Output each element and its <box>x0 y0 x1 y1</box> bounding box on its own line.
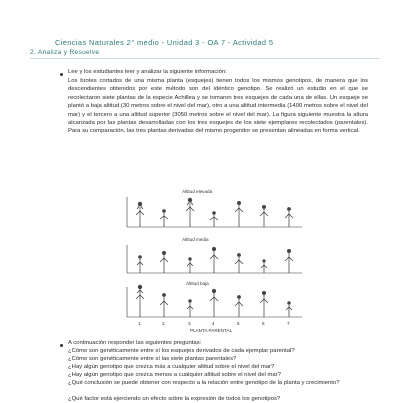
panel-label-high: Altitud elevada <box>182 189 213 194</box>
x-tick: 6 <box>262 321 265 326</box>
section-label: 2. Analiza y Resuelve <box>30 49 100 56</box>
panel-high-altitude <box>127 189 302 227</box>
question-item: ¿Qué conclusión se puede obtener con respecto a la relación entre genotipo de la planta y crecimiento? <box>68 380 340 386</box>
panel-low-altitude <box>127 281 302 317</box>
panel-label-middle: Altitud media <box>182 237 209 242</box>
x-tick: 2 <box>162 321 165 326</box>
x-tick: 1 <box>138 321 141 326</box>
panel-label-low: Altitud baja <box>186 281 209 286</box>
x-axis-label: PLANTA PARENTAL <box>190 328 233 333</box>
question-item: ¿Hay algún genotipo que crezca más a cualquier altitud sobre el nivel del mar? <box>68 364 275 370</box>
bullet-icon <box>60 344 63 347</box>
information-paragraph: Los brotes cortados de una misma planta (esquejes) tienen todos los mismos genotipos, de manera que los descendientes obtenidos por este método son del idéntico genotipo. Se realizó un estudio en el que se recolectaron siete plantas de la especie Achillea y se tomaron tres esquejes de cada una de ellas. Un esqueje se plantó a baja altitud (30 metros sobre el nivel del mar), otro a una altitud intermedia (1400 metros sobre el nivel del mar) y el tercero a una altitud superior (3050 metros sobre el nivel del mar). La figura siguiente muestra la altura alcanzada por las plantas desarrolladas con los tres esquejes de los siete ejemplares recolectados (parentales). Para su comparación, las tres plantas derivadas del mismo progenitor se presentan alineadas en forma vertical. <box>68 78 368 135</box>
question-item: ¿Hay algún genotipo que crezca menos a cualquier altitud sobre el nivel del mar? <box>68 372 281 378</box>
x-tick: 3 <box>188 321 191 326</box>
section-header <box>30 49 380 58</box>
section-divider <box>30 58 380 59</box>
intro-instruction: Lee y los estudiantes leer y analizar la siguiente información: <box>68 69 227 75</box>
panel-middle-altitude <box>127 237 302 273</box>
bullet-icon <box>60 73 63 76</box>
x-tick: 7 <box>287 321 290 326</box>
figure-svg <box>112 185 312 345</box>
question-item: ¿Qué factor está ejerciendo un efecto sobre la expresión de todos los genotipos? <box>68 396 281 402</box>
x-tick: 4 <box>212 321 215 326</box>
question-item: ¿Cómo son genéticamente entre sí las siete plantas parentales? <box>68 356 237 362</box>
x-axis <box>138 321 290 333</box>
question-item: ¿Cómo son genéticamente entre sí los esquejes derivados de cada ejemplar parental? <box>68 348 295 354</box>
questions-instruction: A continuación responder las siguientes preguntas: <box>68 340 202 346</box>
x-tick: 5 <box>237 321 240 326</box>
plant-height-figure <box>112 185 312 345</box>
document-title: Ciencias Naturales 2° medio - Unidad 3 - OA 7 - Actividad 5 <box>55 38 274 47</box>
